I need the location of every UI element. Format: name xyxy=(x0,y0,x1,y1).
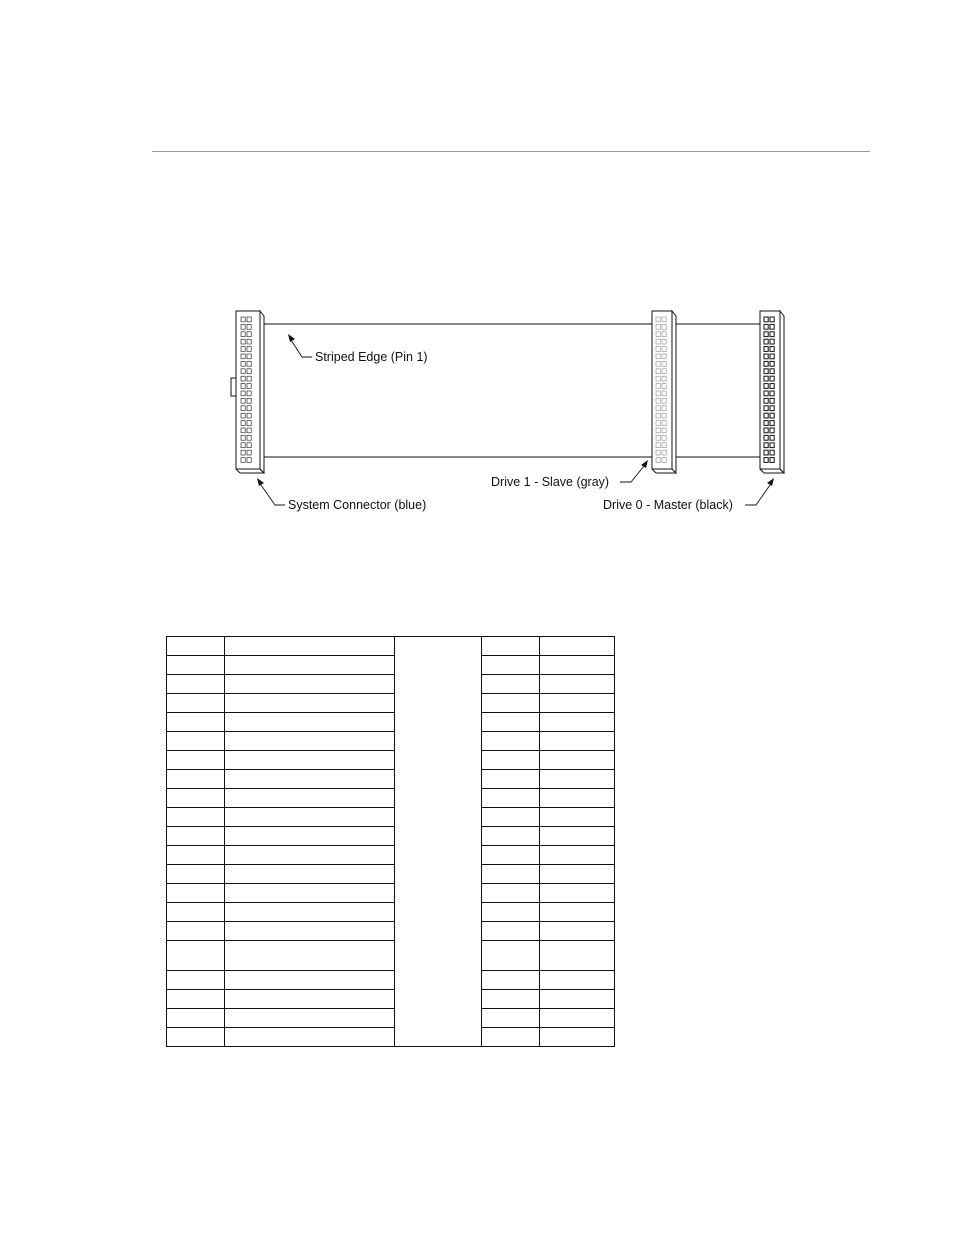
connector-pin xyxy=(656,406,660,411)
connector-pin xyxy=(770,384,774,389)
connector-pin xyxy=(770,458,774,463)
table-cell xyxy=(225,1009,395,1028)
table-cell xyxy=(225,808,395,827)
table-cell xyxy=(225,865,395,884)
table-cell xyxy=(167,713,225,732)
table-cell xyxy=(540,1009,615,1028)
table-row xyxy=(167,922,615,941)
table-cell xyxy=(540,1028,615,1047)
striped-edge-label: Striped Edge (Pin 1) xyxy=(315,350,428,364)
table-cell xyxy=(167,1009,225,1028)
table-cell xyxy=(167,903,225,922)
drive0-label: Drive 0 - Master (black) xyxy=(603,498,733,512)
connector-pin xyxy=(764,421,768,426)
system-connector-leader xyxy=(257,478,285,505)
connector-pin xyxy=(662,317,666,322)
connector-pin xyxy=(247,421,251,426)
table-cell xyxy=(540,827,615,846)
table-cell xyxy=(225,884,395,903)
table-row xyxy=(167,751,615,770)
table-cell xyxy=(225,971,395,990)
table-row xyxy=(167,713,615,732)
table-row xyxy=(167,675,615,694)
table-cell xyxy=(482,656,540,675)
table-cell xyxy=(167,637,225,656)
connector-pin xyxy=(770,317,774,322)
connector-pin xyxy=(241,339,245,344)
connector-pin xyxy=(247,324,251,329)
connector-pin xyxy=(241,458,245,463)
drive1-connector xyxy=(652,311,676,473)
connector-pin xyxy=(764,361,768,366)
connector-pin xyxy=(764,450,768,455)
table-cell xyxy=(482,903,540,922)
table-cell xyxy=(482,827,540,846)
table-cell xyxy=(482,789,540,808)
connector-pin xyxy=(656,435,660,440)
table-cell xyxy=(225,713,395,732)
connector-pin xyxy=(662,458,666,463)
table-cell xyxy=(540,941,615,971)
connector-pin xyxy=(247,361,251,366)
connector-pin xyxy=(656,339,660,344)
connector-pin xyxy=(656,376,660,381)
table-cell xyxy=(482,694,540,713)
table-cell xyxy=(167,732,225,751)
connector-pin xyxy=(656,354,660,359)
connector-pin xyxy=(764,406,768,411)
table-cell xyxy=(540,675,615,694)
table-cell xyxy=(540,922,615,941)
connector-pin xyxy=(247,317,251,322)
connector-pin xyxy=(247,450,251,455)
connector-pin xyxy=(241,332,245,337)
connector-pin xyxy=(764,428,768,433)
table-cell xyxy=(482,884,540,903)
connector-pin xyxy=(662,435,666,440)
connector-pin xyxy=(656,347,660,352)
connector-pin xyxy=(770,339,774,344)
table-cell xyxy=(167,990,225,1009)
table-cell xyxy=(225,941,395,971)
system-connector-label: System Connector (blue) xyxy=(288,498,427,512)
connector-pin xyxy=(241,450,245,455)
connector-pin xyxy=(656,421,660,426)
table-row xyxy=(167,884,615,903)
table-cell xyxy=(482,675,540,694)
table-cell xyxy=(167,865,225,884)
table-cell xyxy=(482,971,540,990)
table-cell xyxy=(540,903,615,922)
connector-pin xyxy=(764,443,768,448)
table-cell xyxy=(225,732,395,751)
connector-pin xyxy=(662,391,666,396)
connector-pin xyxy=(656,317,660,322)
table-cell xyxy=(167,808,225,827)
connector-pin xyxy=(247,384,251,389)
table-cell xyxy=(482,637,540,656)
table-cell xyxy=(540,656,615,675)
table-cell xyxy=(540,770,615,789)
connector-pin xyxy=(241,413,245,418)
table-cell xyxy=(482,808,540,827)
table-cell xyxy=(225,846,395,865)
connector-pin xyxy=(247,347,251,352)
table-cell xyxy=(167,656,225,675)
connector-pin xyxy=(764,384,768,389)
connector-pin xyxy=(770,324,774,329)
connector-pin xyxy=(241,421,245,426)
table-cell xyxy=(225,675,395,694)
table-cell xyxy=(225,827,395,846)
connector-pin xyxy=(662,339,666,344)
table-cell xyxy=(225,903,395,922)
connector-pin xyxy=(764,317,768,322)
table-cell xyxy=(540,846,615,865)
connector-pin xyxy=(764,332,768,337)
table-row xyxy=(167,865,615,884)
connector-pin xyxy=(764,458,768,463)
system-connector xyxy=(231,311,264,473)
drive0-leader xyxy=(745,478,774,505)
connector-pin xyxy=(247,376,251,381)
table-row xyxy=(167,732,615,751)
table-cell xyxy=(540,971,615,990)
table-cell xyxy=(482,865,540,884)
table-cell xyxy=(167,941,225,971)
table-cell xyxy=(540,694,615,713)
connector-pin xyxy=(770,398,774,403)
connector-pin xyxy=(662,443,666,448)
table-cell xyxy=(540,808,615,827)
connector-pin xyxy=(247,339,251,344)
table-cell xyxy=(225,770,395,789)
connector-pin xyxy=(241,443,245,448)
table-cell xyxy=(167,827,225,846)
table-row xyxy=(167,808,615,827)
connector-pin xyxy=(656,398,660,403)
table-cell xyxy=(482,1009,540,1028)
striped-edge-leader xyxy=(288,334,312,357)
connector-pin xyxy=(662,406,666,411)
connector-pin xyxy=(770,332,774,337)
connector-pin xyxy=(662,428,666,433)
table-cell xyxy=(167,751,225,770)
connector-pin xyxy=(656,450,660,455)
table-row xyxy=(167,971,615,990)
table-cell xyxy=(167,675,225,694)
table-cell xyxy=(225,1028,395,1047)
connector-pin xyxy=(241,369,245,374)
connector-pin xyxy=(247,428,251,433)
connector-pin xyxy=(247,443,251,448)
connector-pin xyxy=(656,428,660,433)
connector-pin xyxy=(247,435,251,440)
connector-pin xyxy=(247,354,251,359)
connector-pin xyxy=(241,324,245,329)
table-cell xyxy=(482,732,540,751)
connector-pin xyxy=(662,354,666,359)
connector-pin xyxy=(662,361,666,366)
table-cell xyxy=(540,732,615,751)
connector-pin xyxy=(770,406,774,411)
connector-pin xyxy=(764,398,768,403)
connector-pin xyxy=(764,413,768,418)
pinout-table xyxy=(166,636,615,1047)
table-cell xyxy=(225,789,395,808)
connector-pin xyxy=(770,428,774,433)
connector-pin xyxy=(662,376,666,381)
table-row xyxy=(167,903,615,922)
connector-pin xyxy=(770,391,774,396)
connector-pin xyxy=(247,458,251,463)
connector-pin xyxy=(241,384,245,389)
connector-pin xyxy=(656,413,660,418)
ribbon-cable xyxy=(260,324,760,457)
connector-pin xyxy=(247,369,251,374)
table-cell xyxy=(482,751,540,770)
table-cell xyxy=(225,751,395,770)
connector-pin xyxy=(241,317,245,322)
connector-pin xyxy=(770,376,774,381)
table-cell xyxy=(482,990,540,1009)
connector-pin xyxy=(662,347,666,352)
table-cell xyxy=(167,694,225,713)
connector-pin xyxy=(662,450,666,455)
connector-pin xyxy=(770,450,774,455)
connector-pin xyxy=(770,354,774,359)
connector-pin xyxy=(241,398,245,403)
table-cell xyxy=(482,846,540,865)
connector-pin xyxy=(662,369,666,374)
drive1-label: Drive 1 - Slave (gray) xyxy=(491,475,610,489)
connector-pin xyxy=(662,332,666,337)
table-cell xyxy=(167,846,225,865)
drive1-leader xyxy=(620,460,648,482)
connector-pin xyxy=(662,421,666,426)
connector-pin xyxy=(764,347,768,352)
connector-pin xyxy=(656,384,660,389)
table-cell xyxy=(540,990,615,1009)
connector-pin xyxy=(656,369,660,374)
table-cell xyxy=(225,990,395,1009)
table-row xyxy=(167,789,615,808)
connector-pin xyxy=(247,406,251,411)
connector-pin xyxy=(662,384,666,389)
table-cell xyxy=(540,751,615,770)
connector-pin xyxy=(241,361,245,366)
connector-pin xyxy=(770,361,774,366)
connector-pin xyxy=(241,354,245,359)
ide-cable-diagram xyxy=(0,0,954,560)
connector-pin xyxy=(770,421,774,426)
table-cell xyxy=(482,713,540,732)
connector-pin xyxy=(656,443,660,448)
table-row xyxy=(167,990,615,1009)
connector-pin xyxy=(662,398,666,403)
table-cell xyxy=(540,884,615,903)
drive0-connector xyxy=(760,311,784,473)
connector-pin xyxy=(656,361,660,366)
table-row xyxy=(167,637,615,656)
table-cell xyxy=(540,637,615,656)
connector-pin xyxy=(241,435,245,440)
connector-pin xyxy=(656,332,660,337)
connector-pin xyxy=(241,391,245,396)
table-spacer-cell xyxy=(395,637,482,1047)
table-cell xyxy=(482,941,540,971)
table-cell xyxy=(482,1028,540,1047)
connector-pin xyxy=(770,413,774,418)
table-cell xyxy=(482,922,540,941)
connector-pin xyxy=(764,354,768,359)
connector-pin xyxy=(662,413,666,418)
connector-pin xyxy=(764,391,768,396)
connector-pin xyxy=(656,324,660,329)
table-cell xyxy=(167,971,225,990)
connector-pin xyxy=(764,435,768,440)
table-cell xyxy=(225,637,395,656)
connector-pin xyxy=(247,413,251,418)
table-cell xyxy=(167,922,225,941)
table-row xyxy=(167,1009,615,1028)
table-cell xyxy=(167,884,225,903)
connector-pin xyxy=(770,347,774,352)
table-row xyxy=(167,770,615,789)
connector-pin xyxy=(770,443,774,448)
connector-pin xyxy=(247,398,251,403)
connector-pin xyxy=(656,458,660,463)
connector-pin xyxy=(241,428,245,433)
table-cell xyxy=(482,770,540,789)
table-cell xyxy=(225,656,395,675)
connector-pin xyxy=(764,376,768,381)
connector-pin xyxy=(764,324,768,329)
connector-pin xyxy=(662,324,666,329)
connector-pin xyxy=(764,369,768,374)
table-cell xyxy=(540,713,615,732)
connector-pin xyxy=(247,332,251,337)
table-cell xyxy=(167,770,225,789)
connector-pin xyxy=(241,406,245,411)
table-row xyxy=(167,656,615,675)
connector-key-tab xyxy=(231,378,236,396)
connector-pin xyxy=(770,435,774,440)
connector-pin xyxy=(247,391,251,396)
table-row xyxy=(167,827,615,846)
table-row xyxy=(167,1028,615,1047)
connector-pin xyxy=(241,347,245,352)
connector-pin xyxy=(656,391,660,396)
table-row xyxy=(167,694,615,713)
table-cell xyxy=(225,922,395,941)
table-cell xyxy=(167,789,225,808)
connector-pin xyxy=(764,339,768,344)
table-cell xyxy=(540,789,615,808)
connector-pin xyxy=(770,369,774,374)
connector-pin xyxy=(241,376,245,381)
table-cell xyxy=(540,865,615,884)
table-cell xyxy=(225,694,395,713)
table-cell xyxy=(167,1028,225,1047)
table-row xyxy=(167,941,615,971)
table-row xyxy=(167,846,615,865)
